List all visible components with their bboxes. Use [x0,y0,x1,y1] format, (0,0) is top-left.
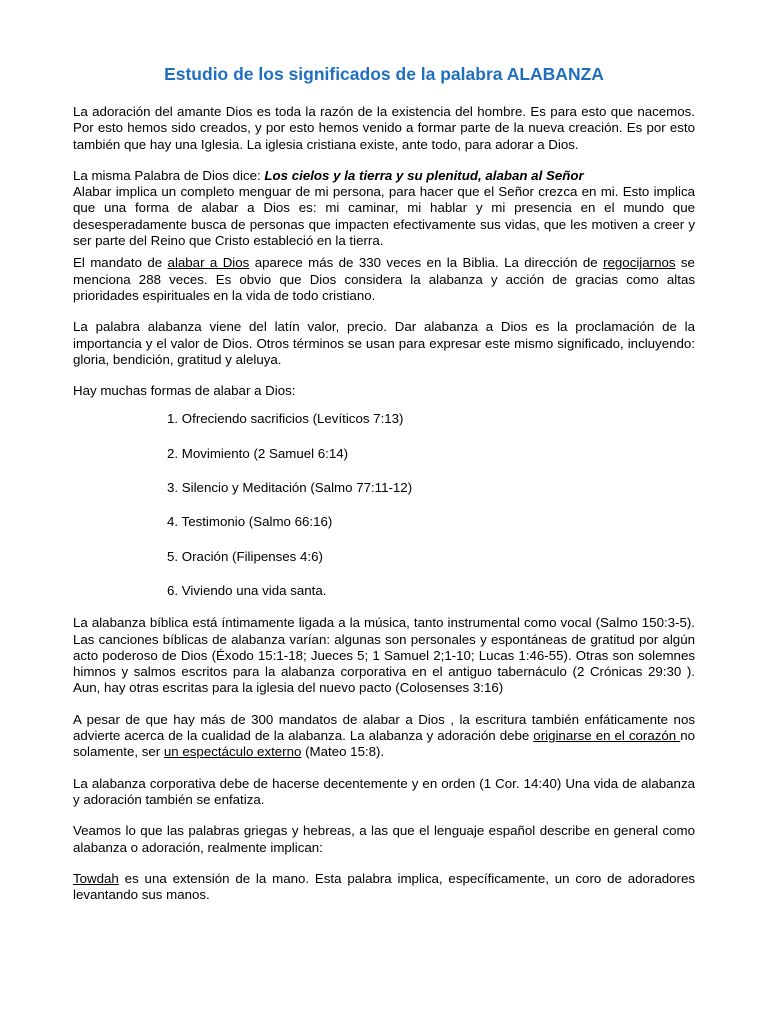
underlined-towdah: Towdah [73,870,119,886]
forms-list [73,411,695,599]
text-segment: El mandato de [73,255,168,271]
paragraph-towdah [73,871,695,904]
paragraph-mandate [73,255,695,304]
text-segment: aparece más de 330 veces en la Biblia. La dirección de [249,255,604,271]
paragraph-rest: Alabar implica un completo menguar de mi persona, para hacer que el Señor crezca en mi. Esto implica que una forma de alabar a Dios es: mi caminar, mi hablar y mi presencia en el mundo que desesperadamente busca de personas que impacten efectivamente sus vidas, que les motiven a creer y ser parte del Reino que Cristo estableció en la tierra. [73,184,695,249]
underlined-alabar-a-dios: alabar a Dios [167,255,250,271]
list-item: 6. Viviendo una vida santa. [167,582,327,598]
paragraph-intro: La adoración del amante Dios es toda la razón de la existencia del hombre. Es para esto que nacemos. Por esto hemos sido creados, y por esto hemos venido a formar parte de la nueva creación. Es por esto también que hay una Iglesia. La iglesia cristiana existe, ante todo, para adorar a Dios. [73,104,695,152]
underlined-espectaculo: un espectáculo externo [163,744,302,760]
paragraph-biblical-praise: La alabanza bíblica está íntimamente ligada a la música, tanto instrumental como vocal (Salmo 150:3-5). Las canciones bíblicas de alabanza varían: algunas son personales y espontáneas de gratitud por algún acto poderoso de Dios (Éxodo 15:1-18; Jueces 5; 1 Samuel 2;1-10; Lucas 1:46-55). Otras son solemnes himnos y salmos escritos para la alabanza corporativa en el antiguo tabernáculo (2 Crónicas 29:30 ). Aun, hay otras escritas para la iglesia del nuevo pacto (Colosenses 3:16) [73,615,695,696]
text-segment: (Mateo 15:8). [301,744,385,760]
list-item: 2. Movimiento (2 Samuel 6:14) [167,445,349,461]
paragraph-greek-hebrew: Veamos lo que las palabras griegas y hebreas, a las que el lenguaje español describe en general como alabanza o adoración, realmente implican: [73,823,695,855]
text-segment: A pesar de que hay más de 300 mandatos de alabar a Dios , la escritura también enfáticamente nos advierte acerca de la cualidad de la alabanza. La alabanza y adoración debe [73,711,695,744]
document-title: Estudio de los significados de la palabra ALABANZA [164,64,604,84]
paragraph-lead: La misma Palabra de Dios dice: [73,167,265,183]
underlined-regocijarnos: regocijarnos [603,255,676,271]
list-item: 5. Oración (Filipenses 4:6) [167,548,323,564]
paragraph-word-of-god [73,168,695,249]
text-segment: se menciona 288 veces. Es obvio que Dios considera la alabanza y acción de gracias como altas prioridades espirituales en la vida de todo cristiano. [73,255,695,303]
list-item: 1. Ofreciendo sacrificios (Levíticos 7:13) [167,411,404,427]
paragraph-latin-origin: La palabra alabanza viene del latín valor, precio. Dar alabanza a Dios es la proclamación de la importancia y el valor de Dios. Otros términos se usan para expresar este mismo significado, incluyendo: gloria, bendición, gratitud y aleluya. [73,319,695,367]
bible-quote: Los cielos y la tierra y su plenitud, alaban al Señor [264,167,584,183]
paragraph-corporate-praise: La alabanza corporativa debe de hacerse decentemente y en orden (1 Cor. 14:40) Una vida de alabanza y adoración también se enfatiza. [73,775,695,807]
underlined-originarse: originarse en el corazón [533,728,681,744]
paragraph-forms-intro: Hay muchas formas de alabar a Dios: [73,383,296,399]
text-segment: es una extensión de la mano. Esta palabra implica, específicamente, un coro de adoradores levantando sus manos. [73,870,695,903]
paragraph-quality-of-praise [73,712,695,761]
list-item: 4. Testimonio (Salmo 66:16) [167,514,333,530]
list-item: 3. Silencio y Meditación (Salmo 77:11-12) [167,480,413,496]
text-segment: no solamente, ser [73,728,695,760]
